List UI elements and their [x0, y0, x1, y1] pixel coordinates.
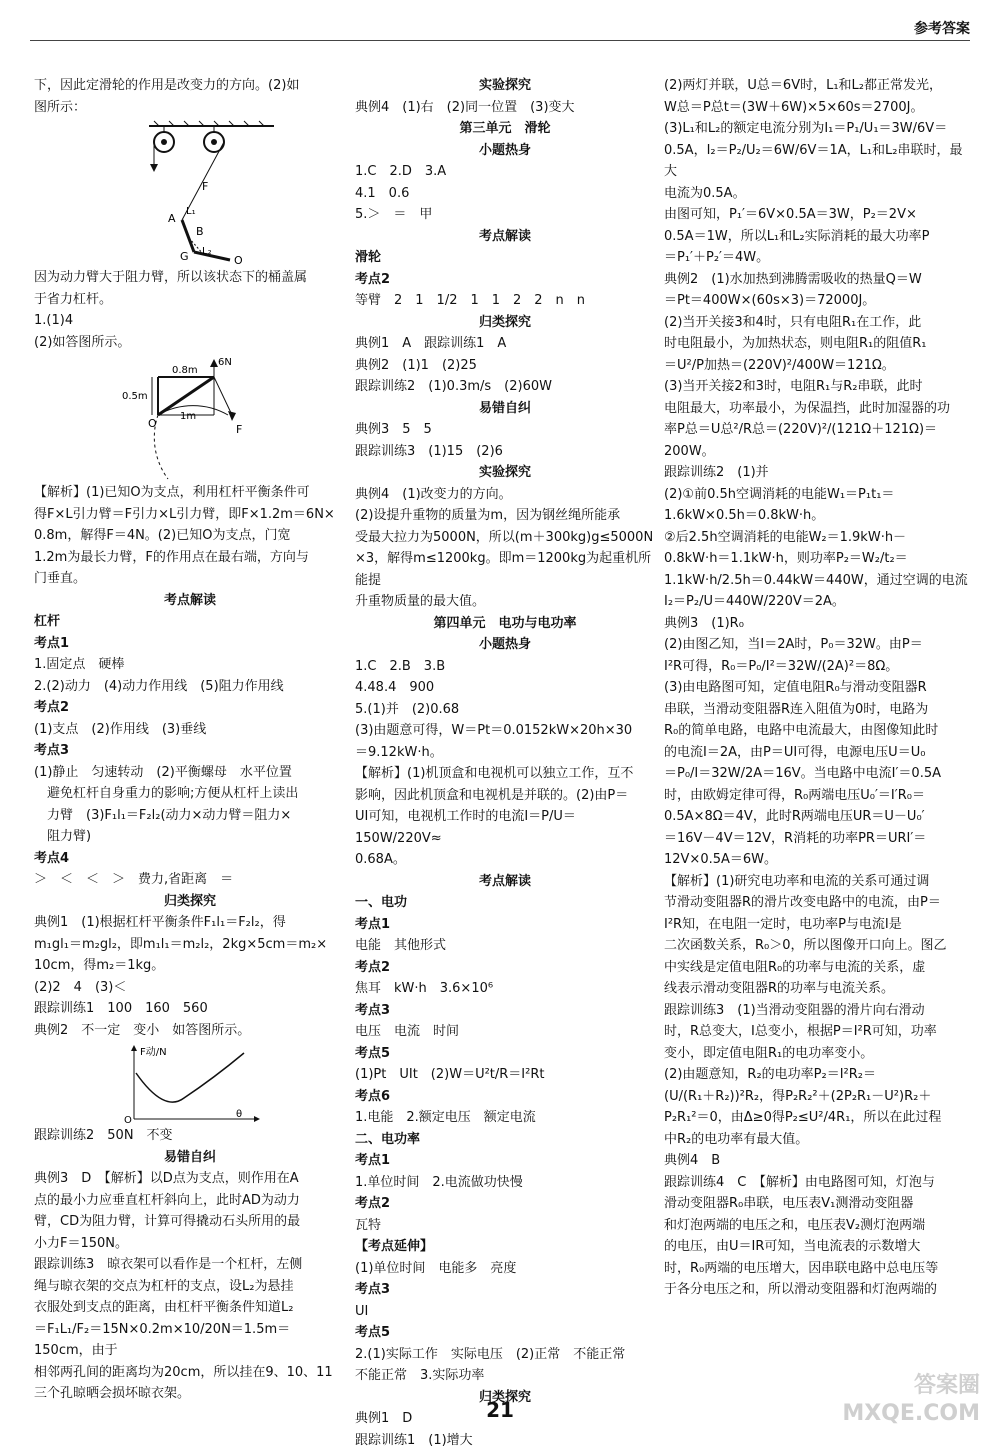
- text-line: 和灯泡两端的电压之和，电压表V₂测灯泡两端: [664, 1215, 972, 1237]
- graph-xlabel: θ: [236, 1109, 242, 1120]
- text-line: 考点5: [355, 1322, 655, 1344]
- label-0-5m: 0.5m: [122, 391, 148, 402]
- label-F2: F: [236, 423, 242, 436]
- text-line: 4.48.4 900: [355, 677, 655, 699]
- text-line: ＝P₀/I＝32W/2A＝16V。当电路中电流I′＝0.5A: [664, 763, 972, 785]
- text-line: 考点4: [34, 848, 346, 870]
- text-line: ＝9.12kW·h。: [355, 742, 655, 764]
- text-line: 【解析】(1)已知O为支点，利用杠杆平衡条件可: [34, 482, 346, 504]
- text-line: 第四单元 电功与电功率: [355, 613, 655, 635]
- text-line: 门垂直。: [34, 568, 346, 590]
- text-line: 滑轮: [355, 247, 655, 269]
- text-line: 变小，即定值电阻R₁的电功率变小。: [664, 1043, 972, 1065]
- text-line: 0.5A×8Ω＝4V，此时R两端电压UR＝U－U₀′: [664, 806, 972, 828]
- text-line: 跟踪训练2 50N 不变: [34, 1125, 346, 1147]
- text-line: 典例3 D 【解析】以D点为支点，则作用在A: [34, 1168, 346, 1190]
- text-line: 跟踪训练3 (1)15 (2)6: [355, 441, 655, 463]
- text-line: (3)L₁和L₂的额定电流分别为I₁＝P₁/U₁＝3W/6V＝: [664, 118, 972, 140]
- text-line: (3)由题意可得，W＝Pt＝0.0152kW×20h×30: [355, 720, 655, 742]
- text-line: R₀的简单电路，电路中电流最大，由图像知此时: [664, 720, 972, 742]
- text-line: (2)①前0.5h空调消耗的电能W₁＝P₁t₁＝: [664, 484, 972, 506]
- text-line: 典例2 (1)水加热到沸腾需吸收的热量Q＝W: [664, 269, 972, 291]
- text-line: 5.＞ ＝ 甲: [355, 204, 655, 226]
- text-line: 4.1 0.6: [355, 183, 655, 205]
- text-line: 考点2: [34, 697, 346, 719]
- text-line: 电流为0.5A。: [664, 183, 972, 205]
- text-line: I₂＝P₂/U＝440W/220V＝2A。: [664, 591, 972, 613]
- text-line: 考点1: [355, 914, 655, 936]
- text-line: 2.(1)实际工作 实际电压 (2)正常 不能正常: [355, 1344, 655, 1366]
- col1-block-c: [34, 611, 346, 891]
- header-rule: [30, 40, 970, 41]
- text-line: 1.固定点 硬棒: [34, 654, 346, 676]
- text-line: 影响，因此机顶盒和电视机是并联的。(2)由P＝: [355, 785, 655, 807]
- label-A: A: [168, 212, 176, 225]
- text-line: 衣服处到支点的距离，由杠杆平衡条件知道L₂: [34, 1297, 346, 1319]
- text-line: 典例1 D: [355, 1408, 655, 1430]
- text-line: 的电压，由U＝IR可知，当电流表的示数增大: [664, 1236, 972, 1258]
- text-line: 二、电功率: [355, 1129, 655, 1151]
- text-line: 1.2m为最长力臂，F的作用点在最右端，方向与: [34, 547, 346, 569]
- text-line: UI可知，电视机工作时的电流I＝P/U＝150W/220V≈: [355, 806, 655, 849]
- text-line: 1.6kW×0.5h＝0.8kW·h。: [664, 505, 972, 527]
- text-line: 1.1kW·h/2.5h＝0.44kW＝440W，通过空调的电流: [664, 570, 972, 592]
- text-line: 典例4 (1)改变力的方向。: [355, 484, 655, 506]
- text-line: 0.5A，I₂＝P₂/U₂＝6W/6V＝1A，L₁和L₂串联时，最大: [664, 140, 972, 183]
- force-angle-graph: [124, 1043, 264, 1123]
- text-line: 时，R₀两端的电压增大，因串联电路中总电压等: [664, 1258, 972, 1280]
- text-line: 2.(2)动力 (4)动力作用线 (5)阻力作用线: [34, 676, 346, 698]
- pulley-lever-figure: [144, 120, 284, 265]
- text-line: (1)单位时间 电能多 亮度: [355, 1258, 655, 1280]
- text-line: 跟踪训练3 晾衣架可以看作是一个杠杆，左侧: [34, 1254, 346, 1276]
- text-line: 下，因此定滑轮的作用是改变力的方向。(2)如: [34, 75, 346, 97]
- text-line: 考点解读: [355, 871, 655, 893]
- column-1: [34, 75, 346, 1415]
- text-line: 图所示：: [34, 97, 346, 119]
- label-O: O: [234, 254, 243, 265]
- text-line: 实验探究: [355, 75, 655, 97]
- text-line: 1.(1)4: [34, 310, 346, 332]
- text-line: 典例1 (1)根据杠杆平衡条件F₁l₁＝F₂l₂，得: [34, 912, 346, 934]
- text-line: ＝P₁′＋P₂′＝4W。: [664, 247, 972, 269]
- text-line: 1.单位时间 2.电流做功快慢: [355, 1172, 655, 1194]
- text-line: 归类探究: [355, 312, 655, 334]
- text-line: 考点3: [34, 740, 346, 762]
- text-line: 12V×0.5A＝6W。: [664, 849, 972, 871]
- column-3: [664, 75, 972, 1415]
- text-line: 中R₂的电功率有最大值。: [664, 1129, 972, 1151]
- text-line: 【解析】(1)机顶盒和电视机可以独立工作，互不: [355, 763, 655, 785]
- text-line: 跟踪训练2 (1)0.3m/s (2)60W: [355, 376, 655, 398]
- column-2: [355, 75, 655, 1415]
- label-G: G: [180, 250, 189, 263]
- text-line: 考点3: [355, 1000, 655, 1022]
- label-O2: O: [148, 417, 157, 430]
- label-6N: 6N: [218, 357, 232, 368]
- label-L2: L₂: [202, 246, 212, 257]
- text-line: P₂R₁²＝0，由Δ≥0得P₂≤U²/4R₁，所以在此过程: [664, 1107, 972, 1129]
- text-line: 0.68A。: [355, 849, 655, 871]
- text-line: 考点2: [355, 269, 655, 291]
- col1-block-d: [34, 912, 346, 1041]
- text-line: 【考点延伸】: [355, 1236, 655, 1258]
- col1-block-b: [34, 482, 346, 590]
- text-line: 时，由欧姆定律可得，R₀两端电压U₀′＝I′R₀＝: [664, 785, 972, 807]
- text-line: m₁gl₁＝m₂gl₂，即m₁l₁＝m₂l₂，2kg×5cm＝m₂×: [34, 934, 346, 956]
- text-line: 1.电能 2.额定电压 额定电流: [355, 1107, 655, 1129]
- graph-ylabel: F动/N: [140, 1045, 167, 1058]
- text-line: 跟踪训练4 C 【解析】由电路图可知，灯泡与: [664, 1172, 972, 1194]
- text-line: ×3，解得m≤1200kg。即m＝1200kg为起重机所能提: [355, 548, 655, 591]
- text-line: 0.8kW·h＝1.1kW·h，则功率P₂＝W₂/t₂＝: [664, 548, 972, 570]
- text-line: 升重物质量的最大值。: [355, 591, 655, 613]
- text-line: 小题热身: [355, 634, 655, 656]
- label-B: B: [196, 225, 204, 238]
- text-line: UI: [355, 1301, 655, 1323]
- text-line: (1)静止 匀速转动 (2)平衡螺母 水平位置: [34, 762, 346, 784]
- col1-block-f: [34, 1168, 346, 1405]
- text-line: W总＝P总t＝(3W＋6W)×5×60s＝2700J。: [664, 97, 972, 119]
- text-line: 典例2 不一定 变小 如答图所示。: [34, 1020, 346, 1042]
- text-line: 中实线是定值电阻R₀的功率与电流的关系，虚: [664, 957, 972, 979]
- watermark: 答案圈 MXQE.COM: [820, 1372, 980, 1430]
- text-line: 易错自纠: [355, 398, 655, 420]
- text-line: 于省力杠杆。: [34, 289, 346, 311]
- text-line: 典例4 (1)右 (2)同一位置 (3)变大: [355, 97, 655, 119]
- text-line: ＝16V－4V＝12V，R消耗的功率PR＝URI′＝: [664, 828, 972, 850]
- text-line: (U/(R₁＋R₂))²R₂，得P₂R₂²＋(2P₂R₁－U²)R₂＋: [664, 1086, 972, 1108]
- text-line: 节滑动变阻器R的滑片改变电路中的电流，由P＝: [664, 892, 972, 914]
- text-line: 小题热身: [355, 140, 655, 162]
- label-1m: 1m: [180, 411, 196, 422]
- text-line: 考点1: [355, 1150, 655, 1172]
- text-line: 第三单元 滑轮: [355, 118, 655, 140]
- header-title: 参考答案: [914, 18, 970, 38]
- text-line: (2)当开关接3和4时，只有电阻R₁在工作，此: [664, 312, 972, 334]
- text-line: 考点6: [355, 1086, 655, 1108]
- text-line: 等臂 2 1 1/2 1 1 2 2 n n: [355, 290, 655, 312]
- col1-block-a: [34, 267, 346, 353]
- text-line: 线表示滑动变阻器R的功率与电流关系。: [664, 978, 972, 1000]
- text-line: 5.(1)并 (2)0.68: [355, 699, 655, 721]
- text-line: 【解析】(1)研究电功率和电流的关系可通过调: [664, 871, 972, 893]
- text-line: 电阻最大，功率最小，为保温挡，此时加湿器的功: [664, 398, 972, 420]
- text-line: 1.C 2.D 3.A: [355, 161, 655, 183]
- text-line: I²R知，在电阻一定时，电功率P与电流I是: [664, 914, 972, 936]
- text-line: (1)Pt UIt (2)W＝U²t/R＝I²Rt: [355, 1064, 655, 1086]
- text-line: 率P总＝U总²/R总＝(220V)²/(121Ω＋121Ω)＝200W。: [664, 419, 972, 462]
- text-line: 焦耳 kW·h 3.6×10⁶: [355, 978, 655, 1000]
- text-line: 考点解读: [355, 226, 655, 248]
- col1-intro: [34, 75, 346, 118]
- text-line: 绳与晾衣架的交点为杠杆的支点，设L₂为悬挂: [34, 1276, 346, 1298]
- text-line: 典例3 5 5: [355, 419, 655, 441]
- label-L1: L₁: [186, 206, 196, 217]
- text-line: 于各分电压之和，所以滑动变阻器和灯泡两端的: [664, 1279, 972, 1301]
- text-line: 电能 其他形式: [355, 935, 655, 957]
- col1-block-e: [34, 1125, 346, 1147]
- text-line: 时，R总变大，I总变小，根据P＝I²R可知，功率: [664, 1021, 972, 1043]
- text-line: 臂，CD为阻力臂，计算可得撬动石头所用的最: [34, 1211, 346, 1233]
- text-line: 考点2: [355, 1193, 655, 1215]
- text-line: 考点3: [355, 1279, 655, 1301]
- text-line: 三个孔晾晒会损坏晾衣架。: [34, 1383, 346, 1405]
- text-line: (2)设提升重物的质量为m，因为钢丝绳所能承: [355, 505, 655, 527]
- text-line: 1.C 2.B 3.B: [355, 656, 655, 678]
- text-line: ＝F₁L₁/F₂＝15N×0.2m×10/20N＝1.5m＝150cm，由于: [34, 1319, 346, 1362]
- text-line: 小力F＝150N。: [34, 1233, 346, 1255]
- text-line: 因为动力臂大于阻力臂，所以该状态下的桶盖属: [34, 267, 346, 289]
- text-line: 归类探究: [355, 1387, 655, 1409]
- page-number: 21: [0, 1398, 1000, 1422]
- text-line: 滑动变阻器R₀串联，电压表V₁测滑动变阻器: [664, 1193, 972, 1215]
- text-line: 0.8m，解得F＝4N。(2)已知O为支点，门宽: [34, 525, 346, 547]
- label-0-8m: 0.8m: [172, 365, 198, 376]
- text-line: 由图可知，P₁′＝6V×0.5A＝3W，P₂＝2V×: [664, 204, 972, 226]
- text-line: 受最大拉力为5000N，所以(m＋300kg)g≤5000N: [355, 527, 655, 549]
- text-line: I²R可得，R₀＝P₀/I²＝32W/(2A)²＝8Ω。: [664, 656, 972, 678]
- text-line: 典例3 (1)R₀: [664, 613, 972, 635]
- text-line: 电压 电流 时间: [355, 1021, 655, 1043]
- graph-origin: O: [124, 1115, 132, 1123]
- text-line: 跟踪训练1 (1)增大: [355, 1430, 655, 1451]
- text-line: 得F×L引力臂＝F引力×L引力臂，即F×1.2m＝6N×: [34, 504, 346, 526]
- text-line: 考点1: [34, 633, 346, 655]
- text-line: ＝Pt＝400W×(60s×3)＝72000J。: [664, 290, 972, 312]
- text-line: 实验探究: [355, 462, 655, 484]
- text-line: (3)当开关接2和3时，电阻R₁与R₂串联，此时: [664, 376, 972, 398]
- text-line: (2)如答图所示。: [34, 332, 346, 354]
- text-line: 的电流I＝2A，由P＝UI可得，电源电压U＝U₀: [664, 742, 972, 764]
- text-line: 不能正常 3.实际功率: [355, 1365, 655, 1387]
- section-kdjd: 考点解读: [34, 590, 346, 612]
- text-line: (2)由图乙知，当I＝2A时，P₀＝32W。由P＝: [664, 634, 972, 656]
- text-line: (2)两灯并联，U总＝6V时，L₁和L₂都正常发光，: [664, 75, 972, 97]
- text-line: (1)支点 (2)作用线 (3)垂线: [34, 719, 346, 741]
- text-line: 0.5A＝1W，所以L₁和L₂实际消耗的最大功率P: [664, 226, 972, 248]
- text-line: ＝U²/P加热＝(220V)²/400W＝121Ω。: [664, 355, 972, 377]
- text-line: 考点2: [355, 957, 655, 979]
- text-line: 杠杆: [34, 611, 346, 633]
- section-yczj: 易错自纠: [34, 1147, 346, 1169]
- text-line: 跟踪训练1 100 160 560: [34, 998, 346, 1020]
- text-line: ②后2.5h空调消耗的电能W₂＝1.9kW·h－: [664, 527, 972, 549]
- text-line: 一、电功: [355, 892, 655, 914]
- text-line: 阻力臂): [34, 826, 346, 848]
- text-line: (3)由电路图可知，定值电阻R₀与滑动变阻器R: [664, 677, 972, 699]
- label-F: F: [202, 180, 208, 193]
- text-line: 二次函数关系，R₀＞0，所以图像开口向上。图乙: [664, 935, 972, 957]
- text-line: 时电阻最小，为加热状态，则电阻R₁的阻值R₁: [664, 333, 972, 355]
- text-line: 10cm，得m₂＝1kg。: [34, 955, 346, 977]
- text-line: ＞ ＜ ＜ ＞ 费力,省距离 ＝: [34, 869, 346, 891]
- text-line: 点的最小力应垂直杠杆斜向上，此时AD为动力: [34, 1190, 346, 1212]
- text-line: 力臂 (3)F₁l₁＝F₂l₂(动力×动力臂＝阻力×: [34, 805, 346, 827]
- text-line: 跟踪训练2 (1)并: [664, 462, 972, 484]
- text-line: (2)由题意知，R₂的电功率P₂＝I²R₂＝: [664, 1064, 972, 1086]
- text-line: 瓦特: [355, 1215, 655, 1237]
- section-gltj: 归类探究: [34, 891, 346, 913]
- door-lever-figure: [118, 355, 298, 480]
- text-line: 典例4 B: [664, 1150, 972, 1172]
- text-line: (2)2 4 (3)＜: [34, 977, 346, 999]
- text-line: 相邻两孔间的距离均为20cm，所以挂在9、10、11: [34, 1362, 346, 1384]
- text-line: 串联，当滑动变阻器R连入阻值为0时，电路为: [664, 699, 972, 721]
- text-line: 考点5: [355, 1043, 655, 1065]
- text-line: 典例1 A 跟踪训练1 A: [355, 333, 655, 355]
- text-line: 跟踪训练3 (1)当滑动变阻器的滑片向右滑动: [664, 1000, 972, 1022]
- text-line: 典例2 (1)1 (2)25: [355, 355, 655, 377]
- text-line: 避免杠杆自身重力的影响;方便从杠杆上读出: [34, 783, 346, 805]
